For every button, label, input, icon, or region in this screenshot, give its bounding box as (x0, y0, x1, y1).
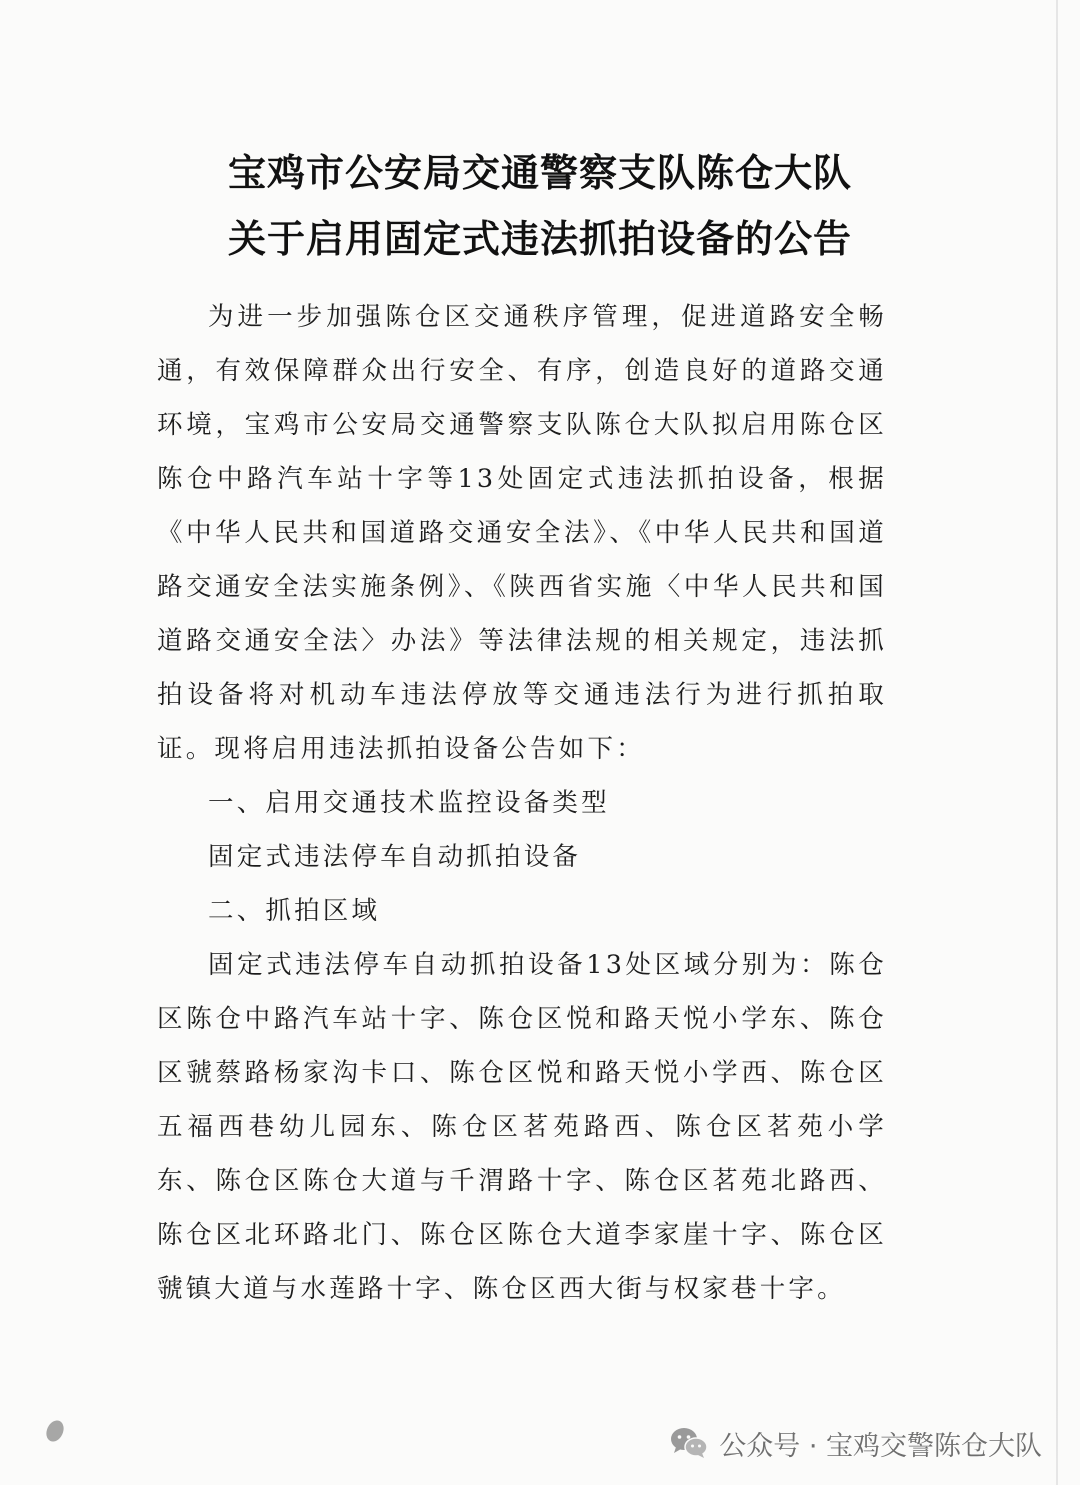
section-heading-1: 一、启用交通技术监控设备类型 (208, 788, 610, 818)
wechat-icon (669, 1426, 709, 1460)
watermark (669, 1418, 1042, 1468)
section-1-body: 固定式违法停车自动抓拍设备 (208, 842, 582, 872)
ink-smudge (44, 1418, 66, 1444)
document-title-line2: 关于启用固定式违法抓拍设备的公告 (227, 216, 852, 261)
document-body (157, 290, 887, 1316)
intro-paragraph: 为进一步加强陈仓区交通秩序管理，促进道路安全畅通，有效保障群众出行安全、有序，创造良好的道路交通环境，宝鸡市公安局交通警察支队陈仓大队拟启用陈仓区陈仓中路汽车站十字等13处固定式违法抓拍设备，根据《中华人民共和国道路交通安全法》、《中华人民共和国道路交通安全法实施条例》、《陕西省实施〈中华人民共和国道路交通安全法〉办法》等法律法规的相关规定，违法抓拍设备将对机动车违法停放等交通违法行为进行抓拍取证。现将启用违法抓拍设备公告如下： (157, 302, 887, 764)
section-2-body: 固定式违法停车自动抓拍设备13处区域分别为：陈仓区陈仓中路汽车站十字、陈仓区悦和路天悦小学东、陈仓区虢蔡路杨家沟卡口、陈仓区悦和路天悦小学西、陈仓区五福西巷幼儿园东、陈仓区茗苑路西、陈仓区茗苑小学东、陈仓区陈仓大道与千渭路十字、陈仓区茗苑北路西、陈仓区北环路北门、陈仓区陈仓大道李家崖十字、陈仓区虢镇大道与水莲路十字、陈仓区西大街与权家巷十字。 (157, 950, 887, 1304)
document-title-line1: 宝鸡市公安局交通警察支队陈仓大队 (227, 150, 852, 195)
section-heading-2: 二、抓拍区域 (208, 896, 381, 926)
watermark-text: 公众号 · 宝鸡交警陈仓大队 (719, 1430, 1042, 1462)
